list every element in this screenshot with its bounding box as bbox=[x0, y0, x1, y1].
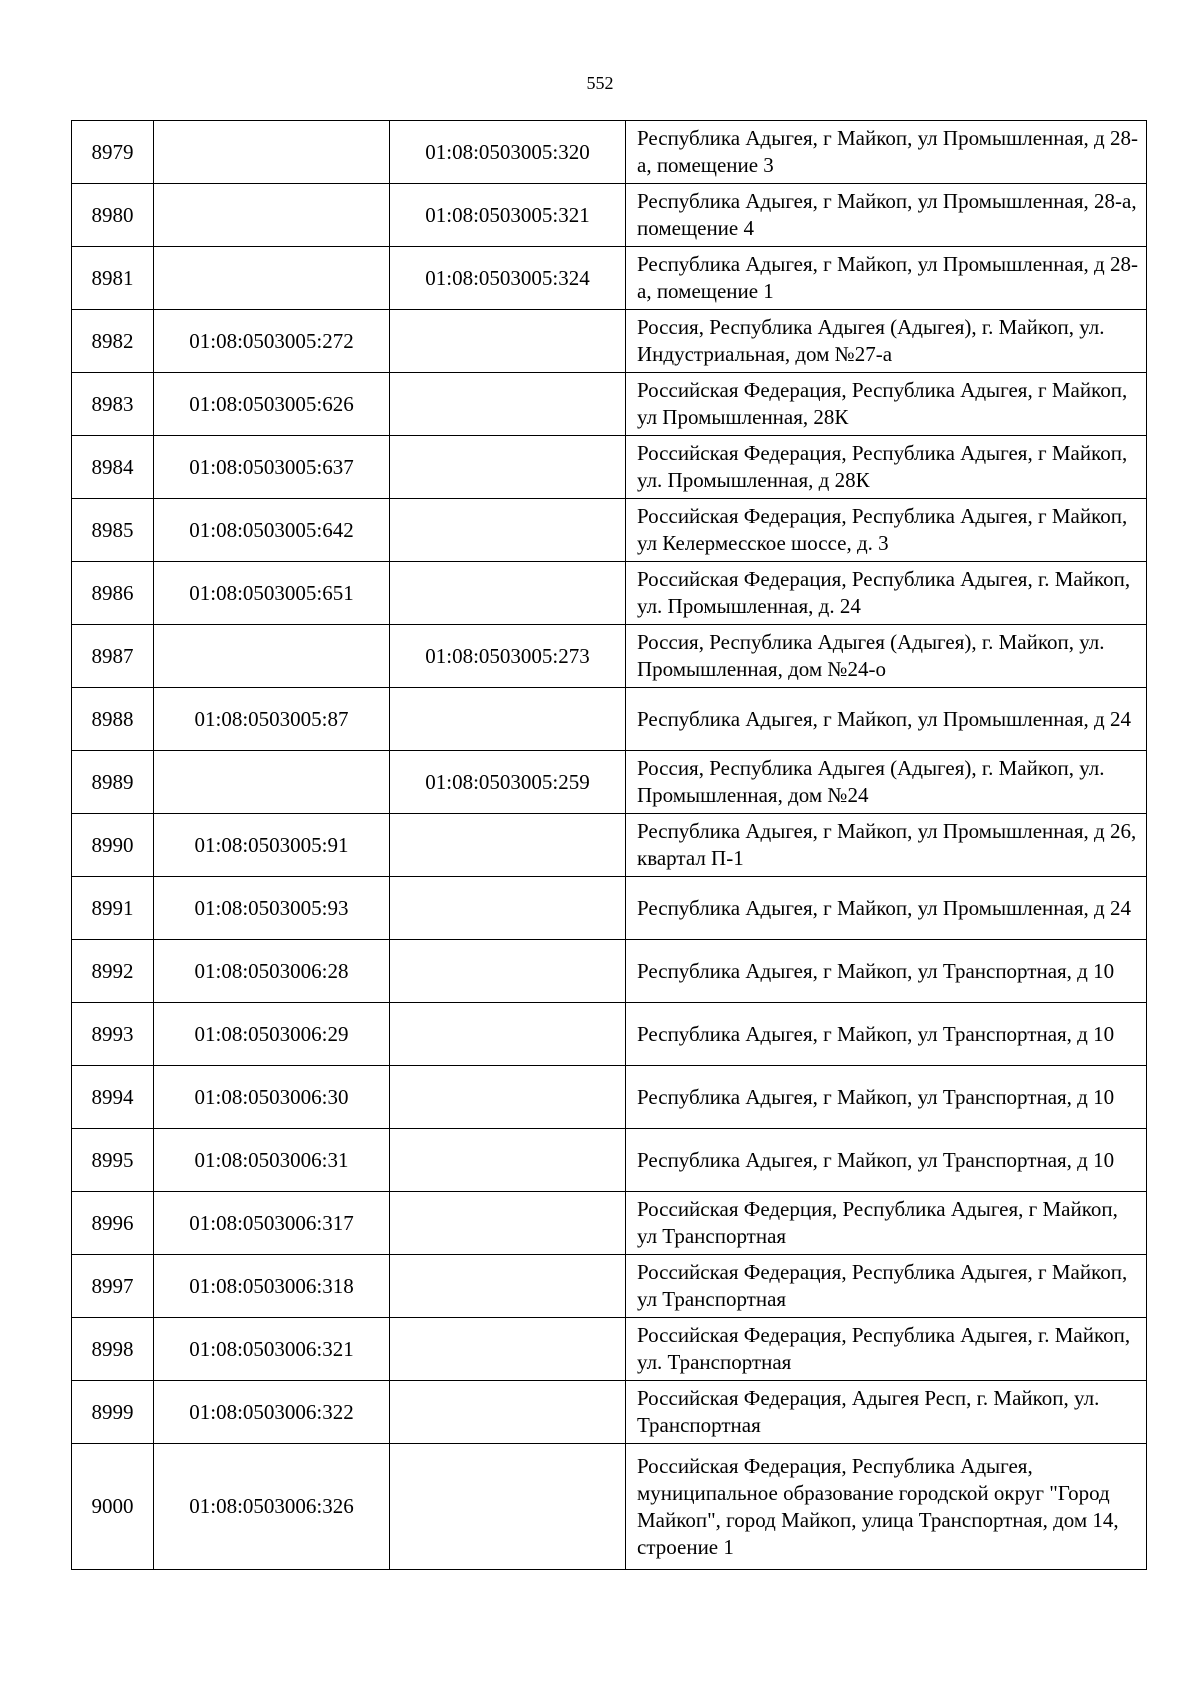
table-row bbox=[72, 751, 1147, 814]
row-number-cell: 8983 bbox=[72, 373, 154, 436]
cadastral-number-secondary-cell bbox=[390, 1192, 626, 1255]
row-number-cell: 8979 bbox=[72, 121, 154, 184]
row-number-cell: 8980 bbox=[72, 184, 154, 247]
cadastral-number-cell: 01:08:0503006:321 bbox=[154, 1318, 390, 1381]
cadastral-number-secondary-cell: 01:08:0503005:273 bbox=[390, 625, 626, 688]
cadastral-number-secondary-cell bbox=[390, 877, 626, 940]
row-number-cell: 8988 bbox=[72, 688, 154, 751]
row-number-cell: 8981 bbox=[72, 247, 154, 310]
table-row bbox=[72, 688, 1147, 751]
row-number-cell: 8992 bbox=[72, 940, 154, 1003]
table-row bbox=[72, 1066, 1147, 1129]
row-number-cell: 8999 bbox=[72, 1381, 154, 1444]
address-cell: Российская Федерация, Республика Адыгея, г. Майкоп, ул. Транспортная bbox=[626, 1318, 1147, 1381]
row-number-cell: 8989 bbox=[72, 751, 154, 814]
table-row bbox=[72, 877, 1147, 940]
table-row bbox=[72, 1003, 1147, 1066]
registry-table-body bbox=[72, 121, 1147, 1570]
cadastral-number-cell: 01:08:0503006:31 bbox=[154, 1129, 390, 1192]
table-row bbox=[72, 121, 1147, 184]
row-number-cell: 8991 bbox=[72, 877, 154, 940]
table-row bbox=[72, 1192, 1147, 1255]
table-row bbox=[72, 1318, 1147, 1381]
table-row bbox=[72, 310, 1147, 373]
table-row bbox=[72, 1255, 1147, 1318]
address-cell: Республика Адыгея, г Майкоп, ул Транспортная, д 10 bbox=[626, 940, 1147, 1003]
cadastral-number-cell: 01:08:0503006:30 bbox=[154, 1066, 390, 1129]
table-row bbox=[72, 814, 1147, 877]
cadastral-number-secondary-cell bbox=[390, 1381, 626, 1444]
cadastral-number-cell bbox=[154, 247, 390, 310]
cadastral-number-cell: 01:08:0503006:317 bbox=[154, 1192, 390, 1255]
cadastral-number-secondary-cell: 01:08:0503005:321 bbox=[390, 184, 626, 247]
address-cell: Республика Адыгея, г Майкоп, ул Промышленная, д 28-а, помещение 3 bbox=[626, 121, 1147, 184]
cadastral-number-cell: 01:08:0503005:87 bbox=[154, 688, 390, 751]
address-cell: Российская Федерация, Адыгея Респ, г. Майкоп, ул. Транспортная bbox=[626, 1381, 1147, 1444]
row-number-cell: 8993 bbox=[72, 1003, 154, 1066]
row-number-cell: 9000 bbox=[72, 1444, 154, 1570]
cadastral-number-cell: 01:08:0503005:651 bbox=[154, 562, 390, 625]
page-number: 552 bbox=[586, 73, 614, 93]
address-cell: Россия, Республика Адыгея (Адыгея), г. Майкоп, ул. Промышленная, дом №24-о bbox=[626, 625, 1147, 688]
table-row bbox=[72, 247, 1147, 310]
address-cell: Республика Адыгея, г Майкоп, ул Промышленная, д 24 bbox=[626, 877, 1147, 940]
cadastral-number-cell: 01:08:0503006:29 bbox=[154, 1003, 390, 1066]
row-number-cell: 8998 bbox=[72, 1318, 154, 1381]
table-row bbox=[72, 499, 1147, 562]
address-cell: Российская Федерация, Республика Адыгея, г Майкоп, ул Промышленная, 28К bbox=[626, 373, 1147, 436]
cadastral-number-cell: 01:08:0503006:322 bbox=[154, 1381, 390, 1444]
address-cell: Республика Адыгея, г Майкоп, ул Транспортная, д 10 bbox=[626, 1003, 1147, 1066]
cadastral-number-cell: 01:08:0503006:318 bbox=[154, 1255, 390, 1318]
cadastral-number-cell: 01:08:0503005:93 bbox=[154, 877, 390, 940]
cadastral-number-secondary-cell bbox=[390, 1003, 626, 1066]
registry-table bbox=[71, 120, 1147, 1570]
row-number-cell: 8986 bbox=[72, 562, 154, 625]
cadastral-number-cell bbox=[154, 625, 390, 688]
cadastral-number-secondary-cell bbox=[390, 1444, 626, 1570]
cadastral-number-secondary-cell bbox=[390, 940, 626, 1003]
address-cell: Республика Адыгея, г Майкоп, ул Промышленная, д 28-а, помещение 1 bbox=[626, 247, 1147, 310]
row-number-cell: 8990 bbox=[72, 814, 154, 877]
address-cell: Российская Федерция, Республика Адыгея, г Майкоп, ул Транспортная bbox=[626, 1192, 1147, 1255]
cadastral-number-cell: 01:08:0503005:637 bbox=[154, 436, 390, 499]
cadastral-number-secondary-cell bbox=[390, 373, 626, 436]
table-row bbox=[72, 625, 1147, 688]
cadastral-number-secondary-cell bbox=[390, 562, 626, 625]
table-row bbox=[72, 940, 1147, 1003]
address-cell: Российская Федерация, Республика Адыгея, г Майкоп, ул. Промышленная, д 28К bbox=[626, 436, 1147, 499]
row-number-cell: 8985 bbox=[72, 499, 154, 562]
cadastral-number-secondary-cell bbox=[390, 499, 626, 562]
cadastral-number-cell: 01:08:0503005:91 bbox=[154, 814, 390, 877]
address-cell: Республика Адыгея, г Майкоп, ул Промышленная, д 24 bbox=[626, 688, 1147, 751]
address-cell: Россия, Республика Адыгея (Адыгея), г. Майкоп, ул. Индустриальная, дом №27-а bbox=[626, 310, 1147, 373]
cadastral-number-cell: 01:08:0503006:326 bbox=[154, 1444, 390, 1570]
cadastral-number-cell: 01:08:0503005:272 bbox=[154, 310, 390, 373]
row-number-cell: 8995 bbox=[72, 1129, 154, 1192]
address-cell: Республика Адыгея, г Майкоп, ул Промышленная, д 26, квартал П-1 bbox=[626, 814, 1147, 877]
cadastral-number-secondary-cell bbox=[390, 814, 626, 877]
cadastral-number-secondary-cell: 01:08:0503005:320 bbox=[390, 121, 626, 184]
cadastral-number-cell bbox=[154, 184, 390, 247]
address-cell: Россия, Республика Адыгея (Адыгея), г. Майкоп, ул. Промышленная, дом №24 bbox=[626, 751, 1147, 814]
row-number-cell: 8997 bbox=[72, 1255, 154, 1318]
address-cell: Республика Адыгея, г Майкоп, ул Транспортная, д 10 bbox=[626, 1129, 1147, 1192]
table-row bbox=[72, 1129, 1147, 1192]
cadastral-number-secondary-cell bbox=[390, 436, 626, 499]
address-cell: Республика Адыгея, г Майкоп, ул Промышленная, 28-а, помещение 4 bbox=[626, 184, 1147, 247]
table-row bbox=[72, 1381, 1147, 1444]
table-row bbox=[72, 184, 1147, 247]
row-number-cell: 8994 bbox=[72, 1066, 154, 1129]
cadastral-number-secondary-cell bbox=[390, 1255, 626, 1318]
table-row bbox=[72, 562, 1147, 625]
cadastral-number-cell bbox=[154, 751, 390, 814]
row-number-cell: 8984 bbox=[72, 436, 154, 499]
cadastral-number-secondary-cell bbox=[390, 310, 626, 373]
cadastral-number-secondary-cell: 01:08:0503005:259 bbox=[390, 751, 626, 814]
row-number-cell: 8996 bbox=[72, 1192, 154, 1255]
address-cell: Российская Федерация, Республика Адыгея, г Майкоп, ул Келермесское шоссе, д. 3 bbox=[626, 499, 1147, 562]
cadastral-number-secondary-cell: 01:08:0503005:324 bbox=[390, 247, 626, 310]
table-row bbox=[72, 436, 1147, 499]
table-row bbox=[72, 373, 1147, 436]
cadastral-number-secondary-cell bbox=[390, 1318, 626, 1381]
address-cell: Российская Федерация, Республика Адыгея, г Майкоп, ул Транспортная bbox=[626, 1255, 1147, 1318]
row-number-cell: 8982 bbox=[72, 310, 154, 373]
cadastral-number-cell: 01:08:0503005:626 bbox=[154, 373, 390, 436]
address-cell: Российская Федерация, Республика Адыгея, муниципальное образование городской округ "Город Майкоп", город Майкоп, улица Транспортная, дом 14, строение 1 bbox=[626, 1444, 1147, 1570]
cadastral-number-cell: 01:08:0503005:642 bbox=[154, 499, 390, 562]
cadastral-number-secondary-cell bbox=[390, 1129, 626, 1192]
cadastral-number-cell: 01:08:0503006:28 bbox=[154, 940, 390, 1003]
cadastral-number-cell bbox=[154, 121, 390, 184]
cadastral-number-secondary-cell bbox=[390, 1066, 626, 1129]
row-number-cell: 8987 bbox=[72, 625, 154, 688]
address-cell: Республика Адыгея, г Майкоп, ул Транспортная, д 10 bbox=[626, 1066, 1147, 1129]
address-cell: Российская Федерация, Республика Адыгея, г. Майкоп, ул. Промышленная, д. 24 bbox=[626, 562, 1147, 625]
table-row bbox=[72, 1444, 1147, 1570]
cadastral-number-secondary-cell bbox=[390, 688, 626, 751]
